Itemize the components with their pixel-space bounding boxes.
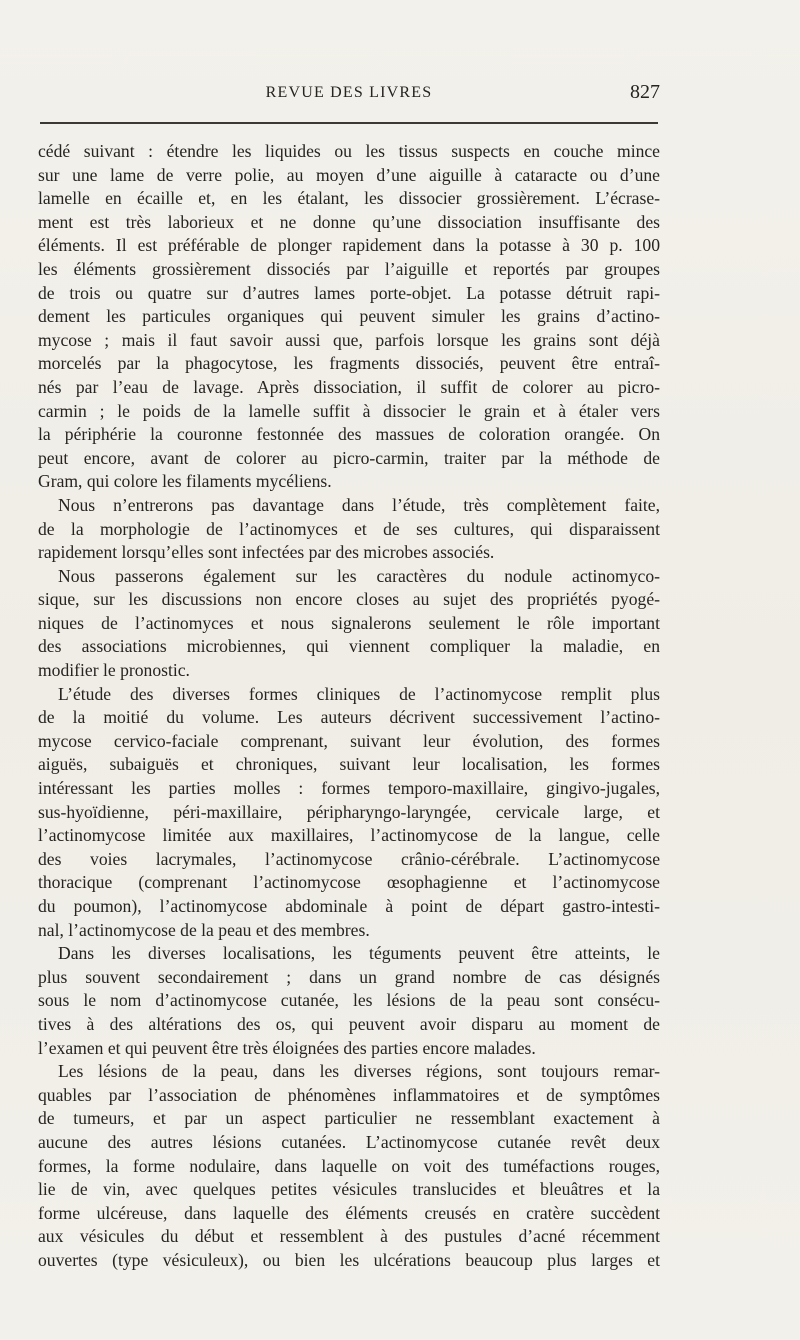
- text-line: Nous n’entrerons pas davantage dans l’étude, très complètement faite,: [58, 494, 660, 515]
- text-line: éléments. Il est préférable de plonger rapidement dans la potasse à 30 p. 100: [38, 235, 660, 256]
- text-line: de trois ou quatre sur d’autres lames porte-objet. La potasse détruit rapi-: [38, 282, 660, 303]
- text-line: nal, l’actinomycose de la peau et des membres.: [38, 919, 370, 940]
- text-line: quables par l’association de phénomènes inflammatoires et de symptômes: [38, 1084, 660, 1105]
- text-line: ouvertes (type vésiculeux), ou bien les ulcérations beaucoup plus larges et: [38, 1249, 660, 1270]
- text-line: la périphérie la couronne festonnée des massues de coloration orangée. On: [38, 424, 660, 445]
- text-line: morcelés par la phagocytose, les fragments dissociés, peuvent être entraî-: [38, 353, 660, 374]
- page-header: [38, 81, 660, 110]
- text-line: de la moitié du volume. Les auteurs décrivent successivement l’actino-: [38, 707, 660, 728]
- text-line: peut encore, avant de colorer au picro-carmin, traiter par la méthode de: [38, 447, 660, 468]
- text-line: Dans les diverses localisations, les téguments peuvent être atteints, le: [58, 943, 660, 964]
- text-line: intéressant les parties molles : formes temporo-maxillaire, gingivo-jugales,: [38, 778, 660, 799]
- header-rule: [40, 122, 658, 124]
- text-line: carmin ; le poids de la lamelle suffit à dissocier le grain et à étaler vers: [38, 400, 660, 421]
- text-line: mycose ; mais il faut savoir aussi que, parfois lorsque les grains sont déjà: [38, 329, 660, 350]
- text-line: aucune des autres lésions cutanées. L’actinomycose cutanée revêt deux: [38, 1131, 660, 1152]
- text-line: sur une lame de verre polie, au moyen d’une aiguille à cataracte ou d’une: [38, 164, 660, 185]
- text-line: l’actinomycose limitée aux maxillaires, l’actinomycose de la langue, celle: [38, 825, 660, 846]
- text-line: modifier le pronostic.: [38, 660, 190, 681]
- text-line: l’examen et qui peuvent être très éloignées des parties encore malades.: [38, 1037, 536, 1058]
- text-line: aiguës, subaiguës et chroniques, suivant leur localisation, les formes: [38, 754, 660, 775]
- running-title: REVUE DES LIVRES: [265, 84, 433, 101]
- text-line: dement les particules organiques qui peuvent simuler les grains d’actino-: [38, 306, 660, 327]
- text-line: sique, sur les discussions non encore closes au sujet des propriétés pyogé-: [38, 589, 660, 610]
- text-line: formes, la forme nodulaire, dans laquelle on voit des tuméfactions rouges,: [38, 1155, 660, 1176]
- text-line: lie de vin, avec quelques petites vésicules translucides et bleuâtres et la: [38, 1179, 660, 1200]
- text-line: sous le nom d’actinomycose cutanée, les lésions de la peau sont consécu-: [38, 990, 660, 1011]
- text-line: du poumon), l’actinomycose abdominale à point de départ gastro-intesti-: [38, 896, 660, 916]
- text-line: Nous passerons également sur les caractères du nodule actinomyco-: [58, 565, 660, 586]
- text-line: de la morphologie de l’actinomyces et de ses cultures, qui disparaissent: [38, 518, 660, 539]
- text-line: plus souvent secondairement ; dans un grand nombre de cas désignés: [38, 966, 660, 987]
- text-line: L’étude des diverses formes cliniques de l’actinomycose remplit plus: [58, 683, 660, 704]
- text-line: aux vésicules du début et ressemblent à des pustules d’acné récemment: [38, 1226, 660, 1247]
- text-line: tives à des altérations des os, qui peuvent avoir disparu au moment de: [38, 1013, 660, 1034]
- text-line: Les lésions de la peau, dans les diverses régions, sont toujours remar-: [58, 1061, 660, 1082]
- text-line: les éléments grossièrement dissociés par l’aiguille et reportés par groupes: [38, 258, 660, 279]
- text-line: mycose cervico-faciale comprenant, suivant leur évolution, des formes: [38, 730, 660, 751]
- text-line: nés par l’eau de lavage. Après dissociation, il suffit de colorer au picro-: [38, 376, 660, 397]
- text-line: Gram, qui colore les filaments mycéliens.: [38, 471, 332, 492]
- text-line: thoracique (comprenant l’actinomycose œsophagienne et l’actinomycose: [38, 872, 660, 893]
- text-line: sus-hyoïdienne, péri-maxillaire, péripharyngo-laryngée, cervicale large, et: [38, 801, 660, 822]
- text-line: ment est très laborieux et ne donne qu’une dissociation insuffisante des: [38, 211, 660, 232]
- page-number: 827: [630, 81, 660, 103]
- text-line: des voies lacrymales, l’actinomycose crânio-cérébrale. L’actinomycose: [38, 848, 660, 869]
- text-line: lamelle en écaille et, en les étalant, les dissocier grossièrement. L’écrase-: [38, 188, 660, 209]
- text-line: forme ulcéreuse, dans laquelle des éléments creusés en cratère succèdent: [38, 1202, 660, 1223]
- body-text: [38, 140, 660, 1273]
- text-line: de tumeurs, et par un aspect particulier ne ressemblant exactement à: [38, 1108, 660, 1129]
- text-line: des associations microbiennes, qui viennent compliquer la maladie, en: [38, 636, 660, 657]
- text-line: cédé suivant : étendre les liquides ou les tissus suspects en couche mince: [38, 141, 660, 161]
- text-line: niques de l’actinomyces et nous signalerons seulement le rôle important: [38, 612, 660, 633]
- text-line: rapidement lorsqu’elles sont infectées par des microbes associés.: [38, 542, 495, 563]
